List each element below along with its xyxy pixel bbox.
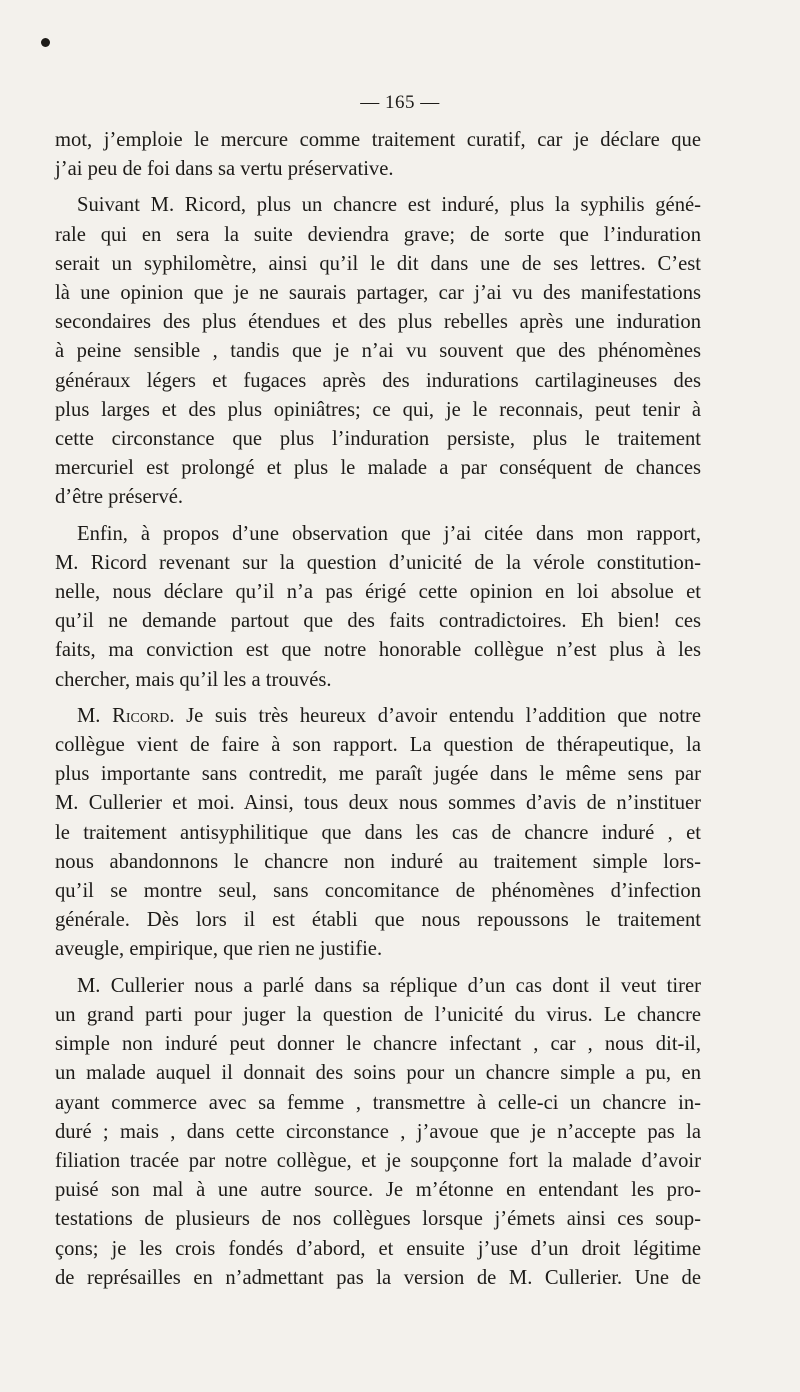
text-line: puisé son mal à une autre source. Je m’étonne en entendant les pro- xyxy=(55,1179,701,1202)
text-line: un grand parti pour juger la question de l’unicité du virus. Le chancre xyxy=(55,1003,701,1026)
text-line: secondaires des plus étendues et des plus rebelles après une induration xyxy=(55,311,701,334)
text-line: M. Cullerier et moi. Ainsi, tous deux nous sommes d’avis de n’instituer xyxy=(55,792,701,815)
text-line: qu’il se montre seul, sans concomitance de phénomènes d’infection xyxy=(55,880,701,903)
text-line: faits, ma conviction est que notre honorable collègue n’est plus à les xyxy=(55,639,701,662)
paragraph-5 xyxy=(55,972,701,1293)
text-line: j’ai peu de foi dans sa vertu préservative. xyxy=(55,158,394,181)
paragraph-1 xyxy=(55,126,701,184)
text-line: à peine sensible , tandis que je n’ai vu souvent que des phénomènes xyxy=(55,340,701,363)
body-text xyxy=(55,126,701,1300)
text-line: chercher, mais qu’il les a trouvés. xyxy=(55,668,332,691)
text-line: mercuriel est prolongé et plus le malade a par conséquent de chances xyxy=(55,457,701,480)
text-line: cette circonstance que plus l’induration persiste, plus le traitement xyxy=(55,428,701,451)
text-line: généraux légers et fugaces après des indurations cartilagineuses des xyxy=(55,369,701,392)
speaker-prefix: M. xyxy=(77,704,113,727)
paragraph-4 xyxy=(55,702,701,965)
text-line: simple non induré peut donner le chancre infectant , car , nous dit-il, xyxy=(55,1033,701,1056)
text-line: plus importante sans contredit, me paraît jugée dans le même sens par xyxy=(55,763,701,786)
text-line xyxy=(55,702,701,731)
text-line: duré ; mais , dans cette circonstance , j’avoue que je n’accepte pas la xyxy=(55,1120,701,1143)
text-line: générale. Dès lors il est établi que nous repoussons le traitement xyxy=(55,909,701,932)
text-line: Enfin, à propos d’une observation que j’ai citée dans mon rapport, xyxy=(77,522,701,545)
text-line: mot, j’emploie le mercure comme traitement curatif, car je déclare que xyxy=(55,129,701,151)
paragraph-2 xyxy=(55,191,701,512)
text-line: plus larges et des plus opiniâtres; ce qui, je le reconnais, peut tenir à xyxy=(55,398,701,421)
text-line: rale qui en sera la suite deviendra grave; de sorte que l’induration xyxy=(55,223,701,246)
text-line: collègue vient de faire à son rapport. La question de thérapeutique, la xyxy=(55,734,701,757)
text-line: çons; je les crois fondés d’abord, et ensuite j’use d’un droit légitime xyxy=(55,1237,701,1260)
paragraph-3 xyxy=(55,520,701,695)
text-line: nous abandonnons le chancre non induré au traitement simple lors- xyxy=(55,850,701,873)
text-line: le traitement antisyphilitique que dans les cas de chancre induré , et xyxy=(55,821,701,844)
text-line: M. Ricord revenant sur la question d’unicité de la vérole constitution- xyxy=(55,551,701,574)
speaker-name: Ricord. xyxy=(112,704,175,727)
text-line: filiation tracée par notre collègue, et je soupçonne fort la malade d’avoir xyxy=(55,1149,701,1172)
text-line: Suivant M. Ricord, plus un chancre est induré, plus la syphilis géné- xyxy=(77,194,701,217)
text-line: testations de plusieurs de nos collègues lorsque j’émets ainsi ces soup- xyxy=(55,1208,701,1231)
text-line: M. Cullerier nous a parlé dans sa réplique d’un cas dont il veut tirer xyxy=(77,974,701,997)
text-line: là une opinion que je ne saurais partager, car j’ai vu des manifestations xyxy=(55,282,701,305)
text-line: de représailles en n’admettant pas la version de M. Cullerier. Une de xyxy=(55,1266,701,1289)
text-line: ayant commerce avec sa femme , transmettre à celle-ci un chancre in- xyxy=(55,1091,701,1114)
ink-speck xyxy=(41,38,50,47)
page-number: — 165 — xyxy=(360,92,440,113)
speaker-text: Je suis très heureux d’avoir entendu l’addition que notre xyxy=(174,704,702,727)
text-line: un malade auquel il donnait des soins pour un chancre simple a pu, en xyxy=(55,1062,701,1085)
text-line: qu’il ne demande partout que des faits contradictoires. Eh bien! ces xyxy=(55,610,701,633)
text-line: serait un syphilomètre, ainsi qu’il le dit dans une de ses lettres. C’est xyxy=(55,252,701,275)
text-line: d’être préservé. xyxy=(55,486,184,509)
text-line: aveugle, empirique, que rien ne justifie. xyxy=(55,938,383,961)
text-line: nelle, nous déclare qu’il n’a pas érigé cette opinion en loi absolue et xyxy=(55,581,701,604)
